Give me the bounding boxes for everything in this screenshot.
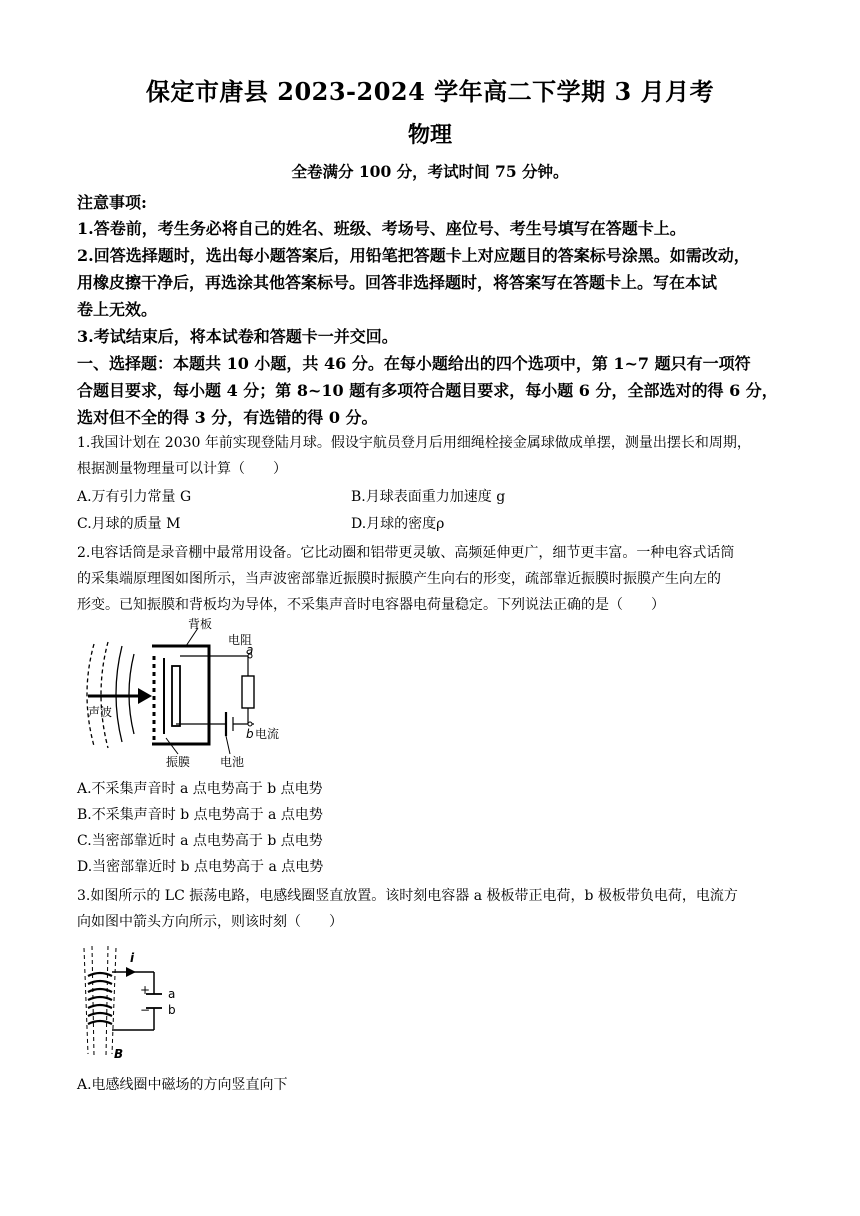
q3-option-a: A.电感线圈中磁场的方向竖直向下 <box>77 1077 288 1093</box>
label-plate-b: b <box>168 1003 176 1017</box>
q1-option-b: B.月球表面重力加速度 g <box>351 489 506 505</box>
notes-heading: 注意事项: <box>77 193 147 212</box>
label-plus: + <box>140 983 151 997</box>
label-backplate: 背板 <box>188 617 213 631</box>
label-minus: − <box>140 1003 151 1017</box>
section-instructions: 合题目要求，每小题 4 分；第 8~10 题有多项符合题目要求，每小题 6 分，全部选对的得 6 分， <box>77 381 778 400</box>
q1-stem: 根据测量物理量可以计算（ ） <box>77 461 287 477</box>
note-line: 卷上无效。 <box>77 300 158 319</box>
note-line: 用橡皮擦干净后，再选涂其他答案标号。回答非选择题时，将答案写在答题卡上。写在本试 <box>77 273 718 292</box>
q2-stem: 形变。已知振膜和背板均为导体，不采集声音时电容器电荷量稳定。下列说法正确的是（ ） <box>77 597 665 613</box>
q1-option-c: C.月球的质量 M <box>77 516 181 532</box>
label-membrane: 振膜 <box>166 755 191 769</box>
q1-option-a: A.万有引力常量 G <box>77 489 192 505</box>
label-i: i <box>130 951 135 965</box>
exam-info: 全卷满分 100 分，考试时间 75 分钟。 <box>291 162 569 181</box>
label-battery: 电池 <box>220 755 245 769</box>
label-resistor: 电阻 <box>228 633 253 647</box>
label-plate-a: a <box>168 987 176 1001</box>
label-current: 电流 <box>255 727 280 741</box>
q2-option-d: D.当密部靠近时 b 点电势高于 a 点电势 <box>77 859 324 875</box>
subject-title: 物理 <box>407 122 452 148</box>
label-field-B: B <box>114 1047 124 1061</box>
q2-option-c: C.当密部靠近时 a 点电势高于 b 点电势 <box>77 833 323 849</box>
q2-option-a: A.不采集声音时 a 点电势高于 b 点电势 <box>77 781 323 797</box>
q3-stem: 3.如图所示的 LC 振荡电路，电感线圈竖直放置。该时刻电容器 a 极板带正电荷，b 极板带负电荷，电流方 <box>77 888 738 904</box>
q2-stem: 2.电容话筒是录音棚中最常用设备。它比动圈和铝带更灵敏、高频延伸更广，细节更丰富。一种电容式话筒 <box>77 545 735 561</box>
condenser-microphone-diagram <box>78 616 298 772</box>
label-sound-wave: 声波 <box>88 705 113 719</box>
section-instructions: 选对但不全的得 3 分，有选错的得 0 分。 <box>77 408 378 427</box>
exam-title: 保定市唐县 2023-2024 学年高二下学期 3 月月考 <box>145 77 715 106</box>
q1-stem: 1.我国计划在 2030 年前实现登陆月球。假设宇航员登月后用细绳栓接金属球做成单摆，测量出摆长和周期， <box>77 435 751 451</box>
section-instructions: 一、选择题：本题共 10 小题，共 46 分。在每小题给出的四个选项中，第 1~7 题只有一项符 <box>77 354 751 373</box>
note-line: 1.答卷前，考生务必将自己的姓名、班级、考场号、座位号、考生号填写在答题卡上。 <box>77 219 686 238</box>
note-line: 3.考试结束后，将本试卷和答题卡一并交回。 <box>77 327 398 346</box>
q1-option-d: D.月球的密度ρ <box>351 516 445 532</box>
q3-stem: 向如图中箭头方向所示，则该时刻（ ） <box>77 914 343 930</box>
label-b: b <box>246 727 254 741</box>
lc-circuit-diagram <box>78 942 218 1064</box>
q2-stem: 的采集端原理图如图所示，当声波密部靠近振膜时振膜产生向右的形变，疏部靠近振膜时振膜产生向左的 <box>77 571 721 587</box>
q2-option-b: B.不采集声音时 b 点电势高于 a 点电势 <box>77 807 323 823</box>
label-a: a <box>246 643 254 657</box>
note-line: 2.回答选择题时，选出每小题答案后，用铅笔把答题卡上对应题目的答案标号涂黑。如需改动， <box>77 246 750 265</box>
